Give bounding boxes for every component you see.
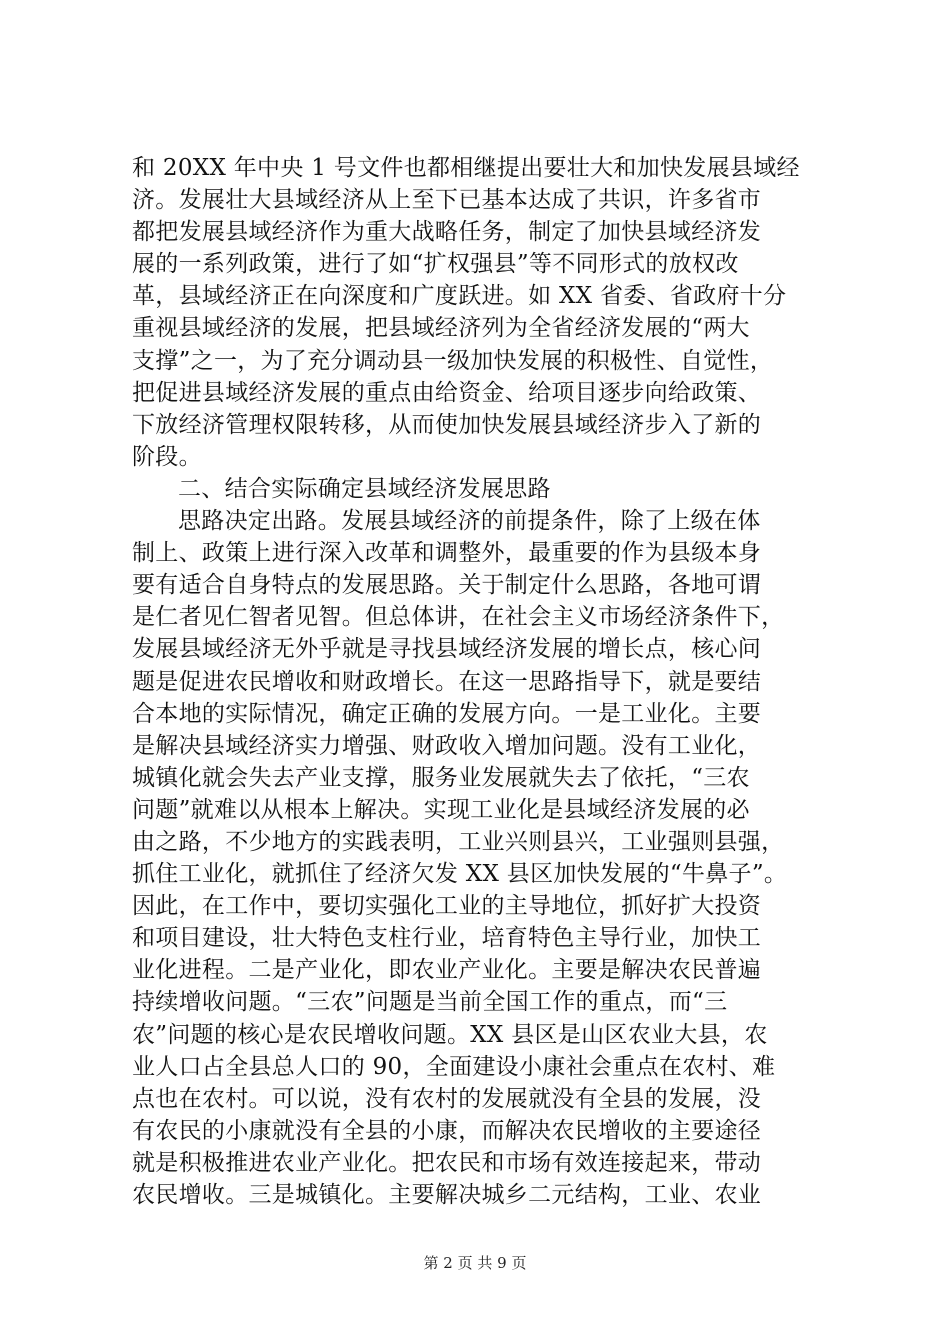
text-line: 都把发展县域经济作为重大战略任务，制定了加快县域经济发: [132, 219, 762, 246]
text-line: 业化进程。二是产业化，即农业产业化。主要是解决农民普遍: [132, 957, 762, 984]
text-line: 由之路，不少地方的实践表明，工业兴则县兴，工业强则县强，: [132, 828, 785, 855]
text-line: 要有适合自身特点的发展思路。关于制定什么思路，各地可谓: [132, 572, 762, 599]
text-line: 抓住工业化，就抓住了经济欠发 XX 县区加快发展的“牛鼻子”。: [132, 861, 788, 888]
text-line: 就是积极推进农业产业化。把农民和市场有效连接起来，带动: [132, 1149, 762, 1176]
text-line: 重视县域经济的发展，把县域经济列为全省经济发展的“两大: [132, 315, 750, 342]
body-text: [132, 152, 832, 1211]
paragraph-first-line: 思路决定出路。发展县域经济的前提条件，除了上级在体: [178, 508, 761, 535]
text-line: 业人口占全县总人口的 90，全面建设小康社会重点在农村、难: [132, 1053, 776, 1080]
section-heading: 二、结合实际确定县域经济发展思路: [178, 475, 551, 502]
text-line: 持续增收问题。“三农”问题是当前全国工作的重点，而“三: [132, 989, 728, 1016]
text-line: 题是促进农民增收和财政增长。在这一思路指导下，就是要结: [132, 668, 762, 695]
text-line: 是解决县域经济实力增强、财政收入增加问题。没有工业化，: [132, 732, 762, 759]
text-line: 制上、政策上进行深入改革和调整外，最重要的作为县级本身: [132, 540, 762, 567]
text-line: 展的一系列政策，进行了如“扩权强县”等不同形式的放权改: [132, 251, 739, 278]
text-line: 和项目建设，壮大特色支柱行业，培育特色主导行业，加快工: [132, 925, 762, 952]
text-line: 因此，在工作中，要切实强化工业的主导地位，抓好扩大投资: [132, 893, 762, 920]
text-line: 是仁者见仁智者见智。但总体讲，在社会主义市场经济条件下，: [132, 604, 785, 631]
text-line: 把促进县域经济发展的重点由给资金、给项目逐步向给政策、: [132, 379, 762, 406]
text-line: 有农民的小康就没有全县的小康，而解决农民增收的主要途径: [132, 1117, 762, 1144]
text-line: 点也在农村。可以说，没有农村的发展就没有全县的发展，没: [132, 1085, 762, 1112]
text-line: 济。发展壮大县域经济从上至下已基本达成了共识，许多省市: [132, 187, 762, 214]
text-line: 革，县域经济正在向深度和广度跃进。如 XX 省委、省政府十分: [132, 283, 787, 310]
text-line: 农”问题的核心是农民增收问题。XX 县区是山区农业大县，农: [132, 1021, 768, 1048]
text-line: 合本地的实际情况，确定正确的发展方向。一是工业化。主要: [132, 700, 762, 727]
text-line: 城镇化就会失去产业支撑，服务业发展就失去了依托，“三农: [132, 764, 750, 791]
text-line: 下放经济管理权限转移，从而使加快发展县域经济步入了新的: [132, 411, 762, 438]
text-line: 支撑”之一，为了充分调动县一级加快发展的积极性、自觉性，: [132, 347, 774, 374]
text-line: 农民增收。三是城镇化。主要解决城乡二元结构，工业、农业: [132, 1182, 762, 1208]
text-line: 阶段。: [132, 443, 202, 470]
text-line: 和 20XX 年中央 1 号文件也都相继提出要壮大和加快发展县域经: [132, 155, 800, 181]
text-line: 问题”就难以从根本上解决。实现工业化是县域经济发展的必: [132, 796, 750, 823]
text-line: 发展县域经济无外乎就是寻找县域经济发展的增长点，核心问: [132, 636, 762, 663]
page-footer: 第 2 页 共 9 页: [423, 1254, 527, 1272]
